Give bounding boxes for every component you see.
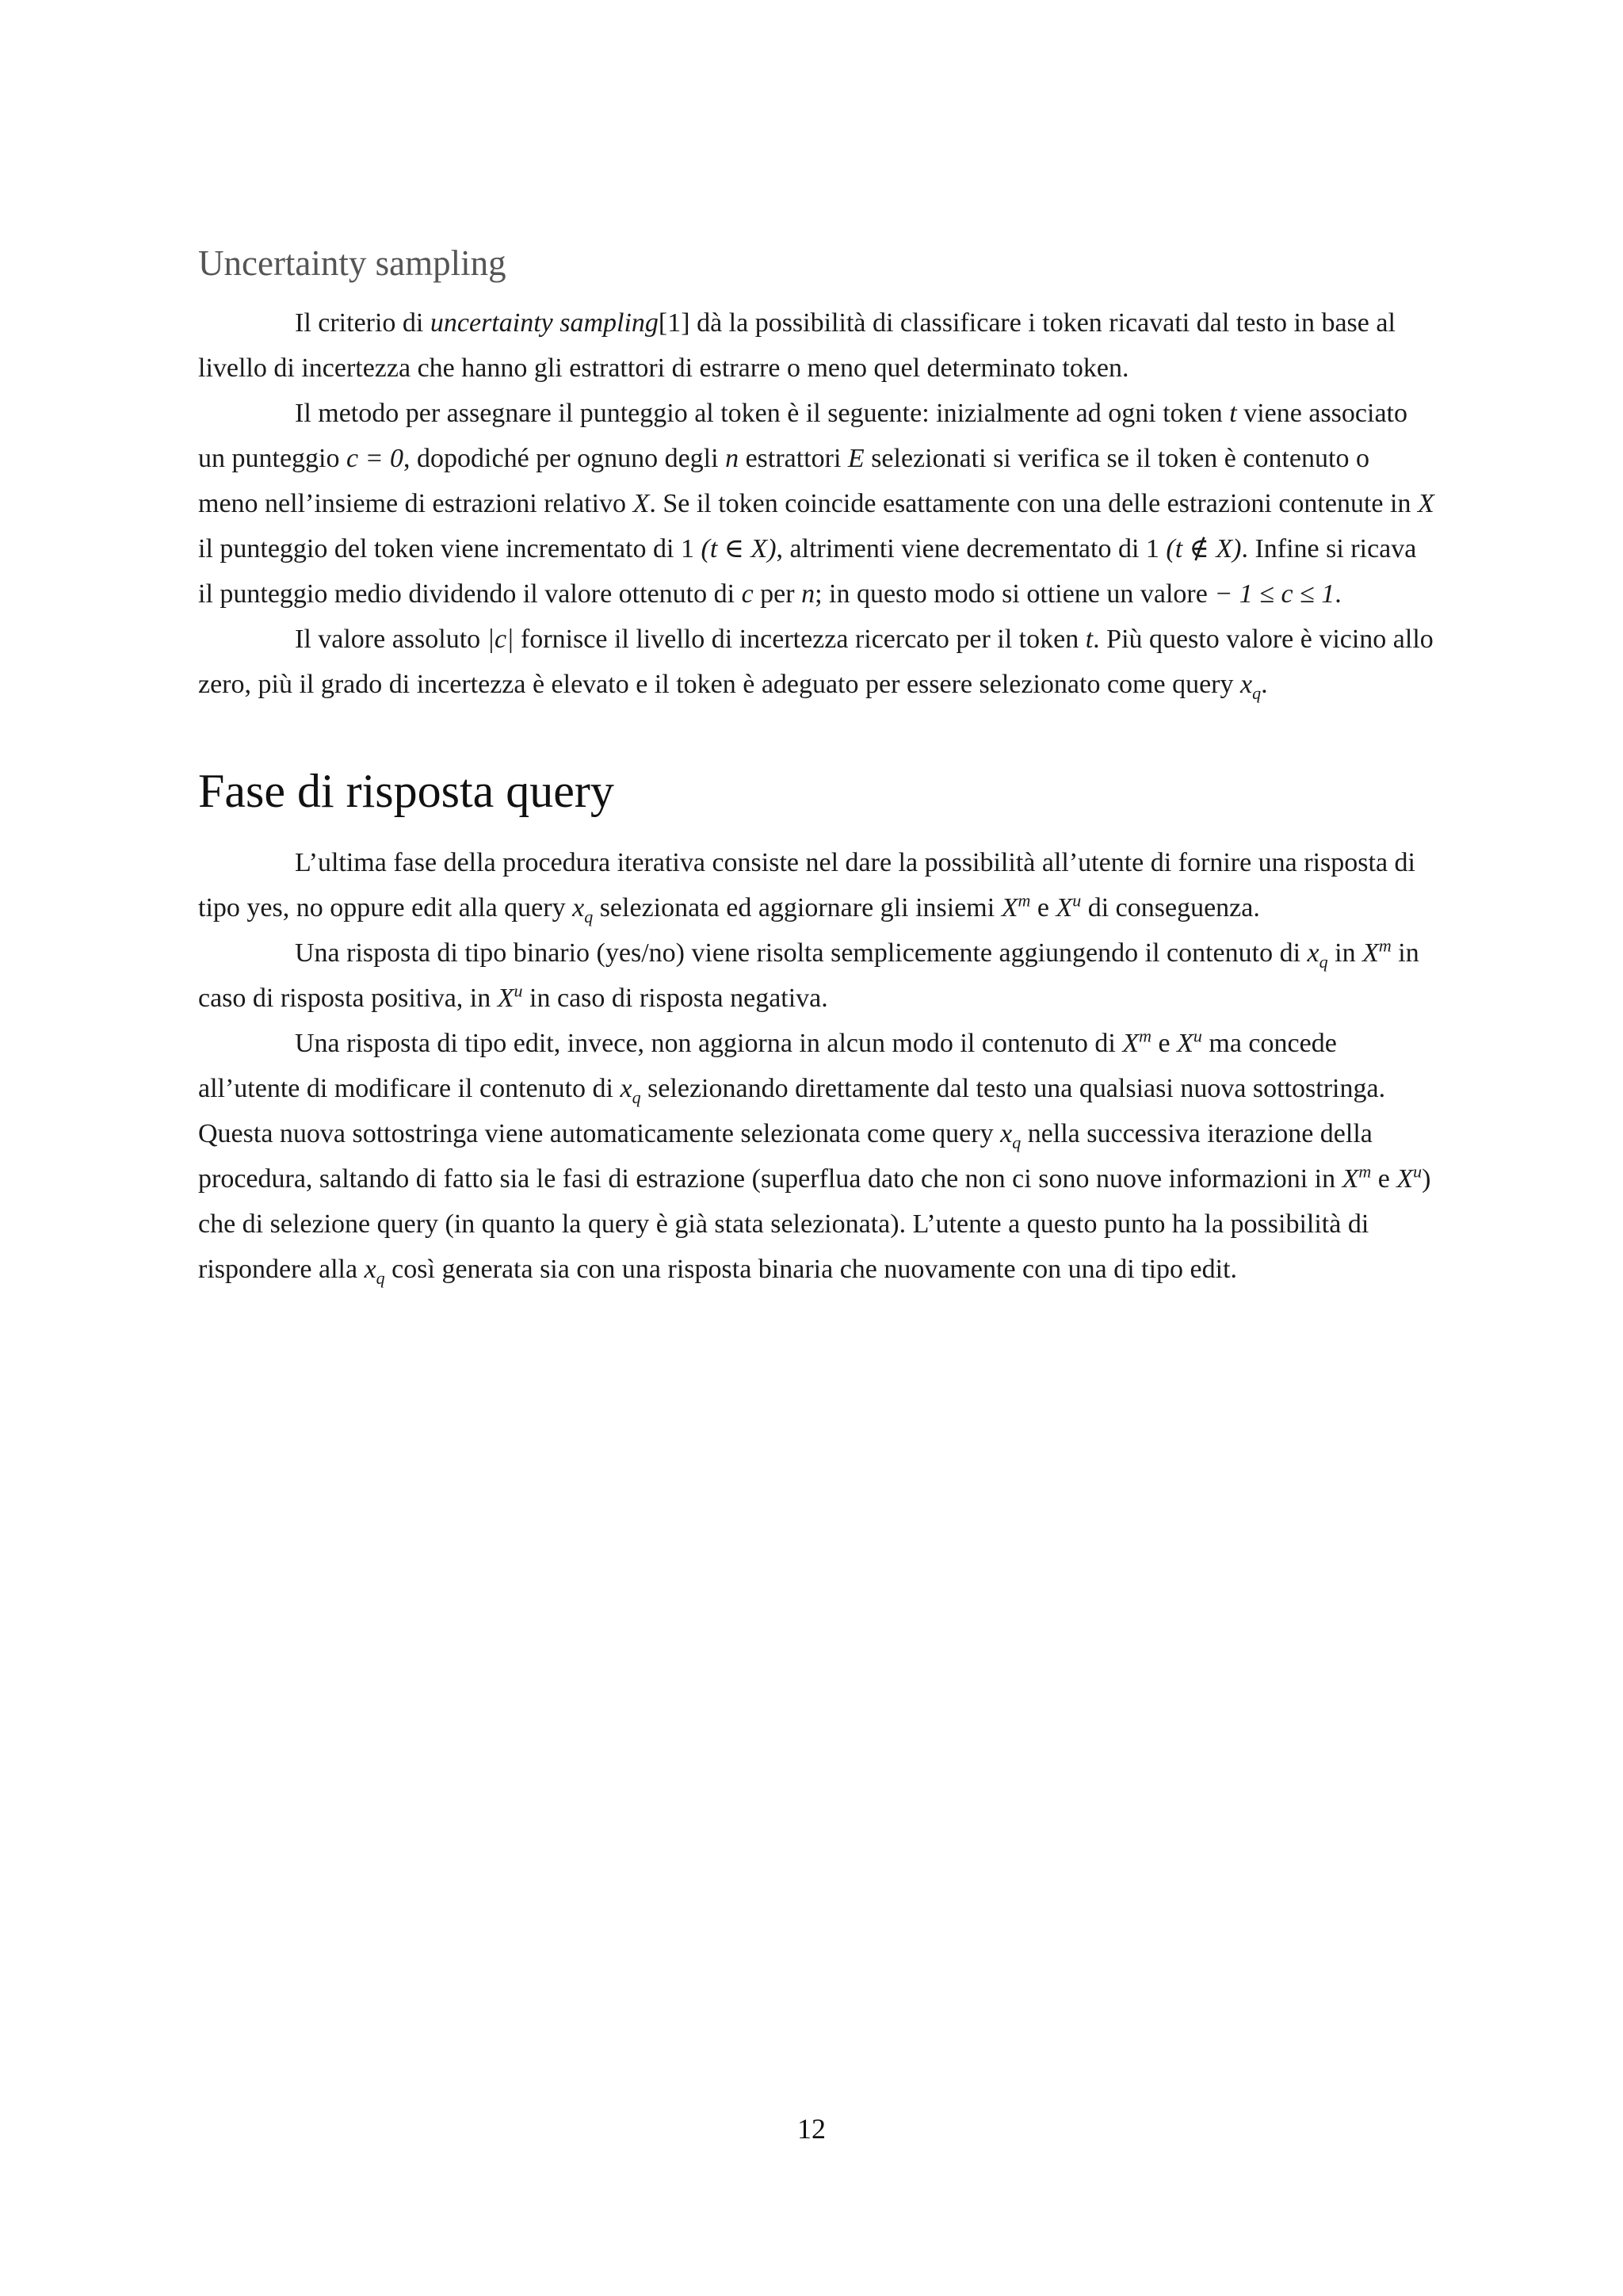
paragraph: Una risposta di tipo binario (yes/no) viene risolta semplicemente aggiungendo il contenuto di $x_q$ in $X^m$ in caso di risposta positiva, in $X^u$ in caso di risposta negativa. bbox=[198, 935, 1419, 1013]
math-superscript: m bbox=[1378, 935, 1392, 956]
math-var: x bbox=[364, 1255, 376, 1284]
heading-fase-risposta-query: Fase di risposta query bbox=[198, 765, 614, 817]
math-var: t bbox=[1229, 399, 1237, 428]
math-var: X bbox=[1396, 1164, 1414, 1194]
math-superscript: u bbox=[514, 980, 523, 1001]
math-var: X bbox=[1417, 489, 1434, 518]
math-expr: (t ∉ X) bbox=[1166, 534, 1242, 563]
math-var: X bbox=[1177, 1029, 1193, 1058]
math-superscript: u bbox=[1193, 1026, 1202, 1046]
paragraph: Il criterio di uncertainty sampling[1] dà la possibilità di classificare i token ricavati dal testo in base al livello di incertezza che hanno gli estrattori di estrarre o meno quel determinato token. bbox=[198, 308, 1396, 383]
paragraph: Il valore assoluto |c| fornisce il livello di incertezza ricercato per il token t. Più questo valore è vicino allo zero, più il grado di incertezza è elevato e il token è adeguato per essere selezionato come query $x_q$. bbox=[198, 625, 1434, 703]
math-expr: c = 0 bbox=[346, 444, 404, 473]
paragraph: Il metodo per assegnare il punteggio al token è il seguente: inizialmente ad ogni token t viene associato un punteggio c = 0, dopodiché per ognuno degli n estrattori E selezionati si verifica se il token è contenuto o meno nell’insieme di estrazioni relativo X. Se il token coincide esattamente con una delle estrazioni contenute in X il punteggio del token viene incrementato di 1 (t ∈ X), altrimenti viene decrementato di 1 (t ∉ X). Infine si ricava il punteggio medio dividendo il valore ottenuto di c per n; in questo modo si ottiene un valore − 1 ≤ c ≤ 1. bbox=[198, 399, 1434, 609]
math-subscript: q bbox=[1319, 951, 1328, 972]
paragraph: Una risposta di tipo edit, invece, non aggiorna in alcun modo il contenuto di $X^m$ e $X^u$ ma concede all’utente di modificare il contenuto di $x_q$ selezionando direttamente dal testo una qualsiasi nuova sottostringa. Questa nuova sottostringa viene automaticamente selezionata come query $x_q$ nella successiva iterazione della procedura, saltando di fatto sia le fasi di estrazione (superflua dato che non ci sono nuove informazioni in $X^m$ e $X^u$) che di selezione query (in quanto la query è già stata selezionata). L’utente a questo punto ha la possibilità di rispondere alla $x_q$ così generata sia con una risposta binaria che nuovamente con una di tipo edit. bbox=[198, 1026, 1431, 1288]
math-subscript: q bbox=[1012, 1132, 1022, 1152]
math-var: n bbox=[725, 444, 739, 473]
paragraph: L’ultima fase della procedura iterativa consiste nel dare la possibilità all’utente di fornire una risposta di tipo yes, no oppure edit alla query $x_q$ selezionata ed aggiornare gli insiemi $X^m$ e $X^u$ di conseguenza. bbox=[198, 848, 1415, 926]
emphasis-term: uncertainty sampling bbox=[430, 308, 659, 338]
math-superscript: m bbox=[1139, 1026, 1152, 1046]
math-var: X bbox=[632, 489, 650, 518]
math-var: n bbox=[801, 579, 815, 609]
math-var: x bbox=[572, 893, 585, 923]
math-superscript: m bbox=[1358, 1161, 1372, 1182]
math-var: x bbox=[620, 1074, 632, 1103]
math-subscript: q bbox=[1252, 682, 1262, 703]
math-var: X bbox=[1362, 938, 1379, 968]
math-var: c bbox=[741, 579, 754, 609]
math-var: x bbox=[1307, 938, 1319, 968]
math-subscript: q bbox=[376, 1267, 385, 1288]
math-var: X bbox=[1056, 893, 1073, 923]
page-content bbox=[198, 242, 1434, 1292]
math-expr: (t ∈ X) bbox=[701, 534, 777, 563]
math-var: E bbox=[847, 444, 865, 473]
math-var: X bbox=[1001, 893, 1018, 923]
math-expr: − 1 ≤ c ≤ 1 bbox=[1214, 579, 1335, 609]
math-var: t bbox=[1085, 625, 1094, 654]
math-var: X bbox=[497, 984, 514, 1013]
page-number: 12 bbox=[797, 2113, 826, 2145]
math-expr: |c| bbox=[487, 625, 514, 654]
math-superscript: u bbox=[1413, 1161, 1423, 1182]
math-superscript: u bbox=[1072, 890, 1082, 911]
math-superscript: m bbox=[1018, 890, 1031, 911]
math-var: X bbox=[1122, 1029, 1140, 1058]
math-var: X bbox=[1342, 1164, 1359, 1194]
subheading-uncertainty-sampling: Uncertainty sampling bbox=[198, 243, 506, 283]
math-var: x bbox=[1000, 1119, 1013, 1148]
math-subscript: q bbox=[632, 1087, 641, 1107]
math-subscript: q bbox=[584, 906, 594, 926]
math-var: x bbox=[1240, 670, 1253, 699]
